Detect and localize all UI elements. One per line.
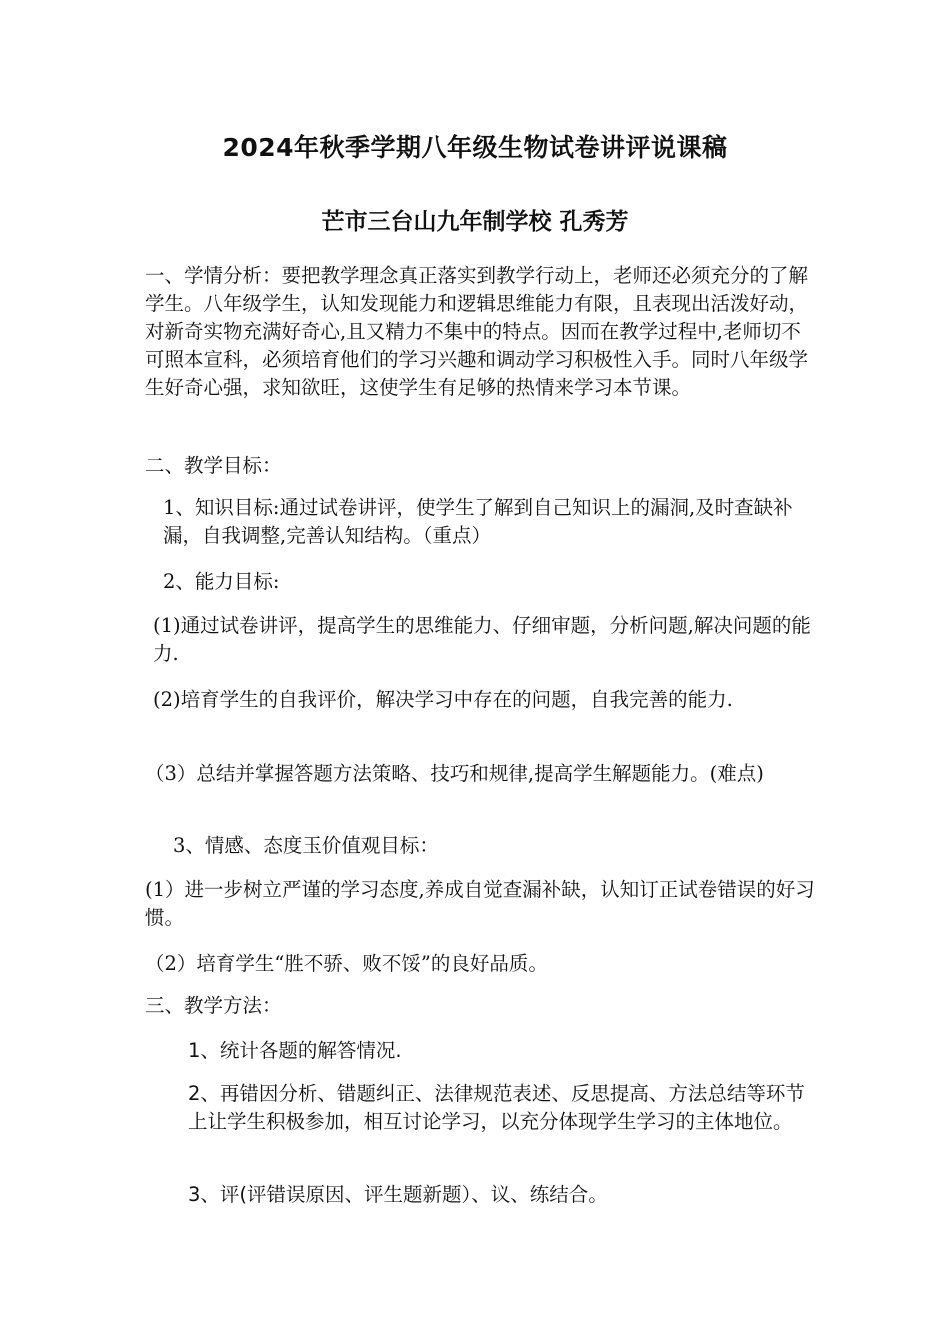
ability-item-1: (1)通过试卷讲评，提高学生的思维能力、仔细审题，分析问题,解决问题的能力.: [153, 614, 811, 665]
section-learning-analysis: 一、学情分析：要把教学理念真正落实到教学行动上，老师还必须充分的了解学生。八年级学生，认知发现能力和逻辑思维能力有限，且表现出活泼好动，对新奇实物充满好奇心,且又精力不集中的特点。因而在教学过程中,老师切不可照本宣科，必须培育他们的学习兴趣和调动学习积极性入手。同时八年级学生好奇心强，求知欲旺，这使学生有足够的热情来学习本节课。: [145, 264, 809, 399]
method-item-2: 2、再错因分析、错题纠正、法律规范表述、反思提高、方法总结等环节上让学生积极参加，相互讨论学习，以充分体现学生学习的主体地位。: [188, 1082, 805, 1133]
ability-item-3: （3）总结并掌握答题方法策略、技巧和规律,提高学生解题能力。(难点): [145, 762, 764, 785]
author-line: 芒市三台山九年制学校 孔秀芳: [321, 209, 629, 235]
section-teaching-methods-heading: 三、教学方法：: [145, 994, 282, 1017]
method-item-3: 3、评(评错误原因、评生题新题）、议、练结合。: [188, 1183, 608, 1206]
goal-emotion-heading: 3、情感、态度玉价值观目标：: [173, 834, 439, 857]
ability-item-2: (2)培育学生的自我评价，解决学习中存在的问题，自我完善的能力.: [153, 688, 733, 711]
document-title: 2024年秋季学期八年级生物试卷讲评说课稿: [222, 133, 728, 162]
emotion-item-2: （2）培育学生“胜不骄、败不馁”的良好品质。: [145, 952, 548, 975]
goal-ability-heading: 2、能力目标:: [163, 570, 280, 593]
method-item-1: 1、统计各题的解答情况.: [188, 1039, 402, 1062]
section-teaching-goals-heading: 二、教学目标：: [145, 454, 282, 477]
emotion-item-1: (1）进一步树立严谨的学习态度,养成自觉查漏补缺，认知订正试卷错误的好习惯。: [145, 878, 815, 929]
goal-knowledge: 1、知识目标:通过试卷讲评，使学生了解到自己知识上的漏洞,及时查缺补漏，自我调整,完善认知结构。（重点）: [163, 496, 793, 547]
